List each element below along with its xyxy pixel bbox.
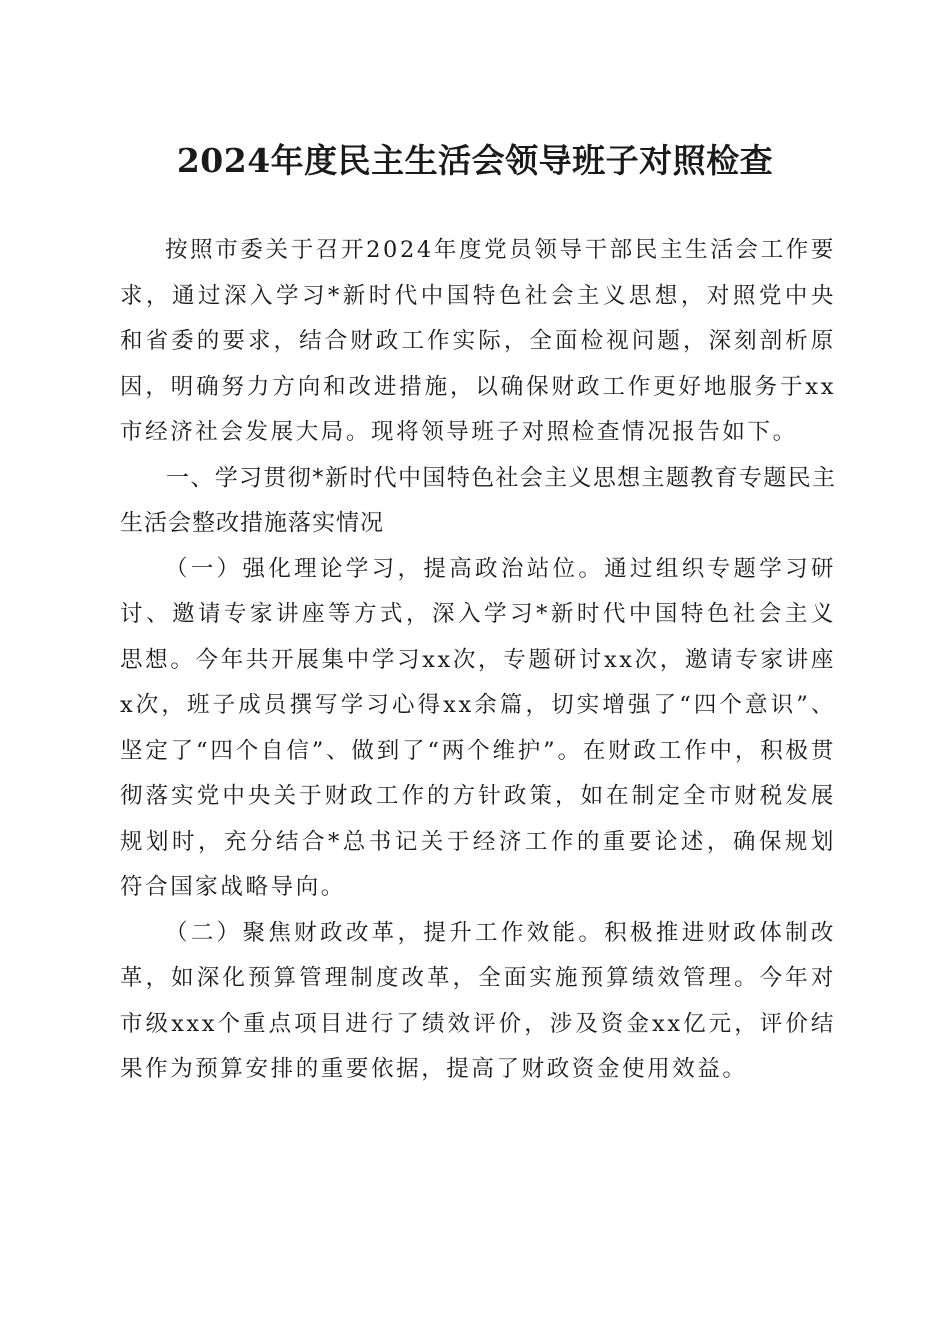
item-2-body: 积极推进财政体制改革，如深化预算管理制度改革，全面实施预算绩效管理。今年对市级xxx个重点项目进行了绩效评价，涉及资金xx亿元，评价结果作为预算安排的重要依据，提高了财政资金使用效益。 bbox=[120, 919, 837, 1082]
intro-paragraph: 按照市委关于召开2024年度党员领导干部民主生活会工作要求，通过深入学习*新时代中国特色社会主义思想，对照党中央和省委的要求，结合财政工作实际，全面检视问题，深刻剖析原因，明确努力方向和改进措施，以确保财政工作更好地服务于xx市经济社会发展大局。现将领导班子对照检查情况报告如下。 bbox=[120, 237, 836, 445]
item-1-lead: （一）强化理论学习，提高政治站位。 bbox=[165, 555, 605, 582]
item-2-paragraph bbox=[120, 911, 836, 1093]
section-1-heading: 一、学习贯彻*新时代中国特色社会主义思想主题教育专题民主生活会整改措施落实情况 bbox=[120, 464, 836, 536]
document-body bbox=[120, 228, 836, 1093]
item-1-paragraph bbox=[120, 547, 836, 911]
item-2-lead: （二）聚焦财政改革，提升工作效能。 bbox=[165, 919, 605, 946]
document-title: 2024年度民主生活会领导班子对照检查 bbox=[176, 141, 774, 180]
item-1-body: 通过组织专题学习研讨、邀请专家讲座等方式，深入学习*新时代中国特色社会主义思想。今年共开展集中学习xx次，专题研讨xx次，邀请专家讲座x次，班子成员撰写学习心得xx余篇，切实增强了“四个意识”、坚定了“四个自信”、做到了“两个维护”。在财政工作中，积极贯彻落实党中央关于财政工作的方针政策，如在制定全市财税发展规划时，充分结合*总书记关于经济工作的重要论述，确保规划符合国家战略导向。 bbox=[120, 555, 837, 900]
